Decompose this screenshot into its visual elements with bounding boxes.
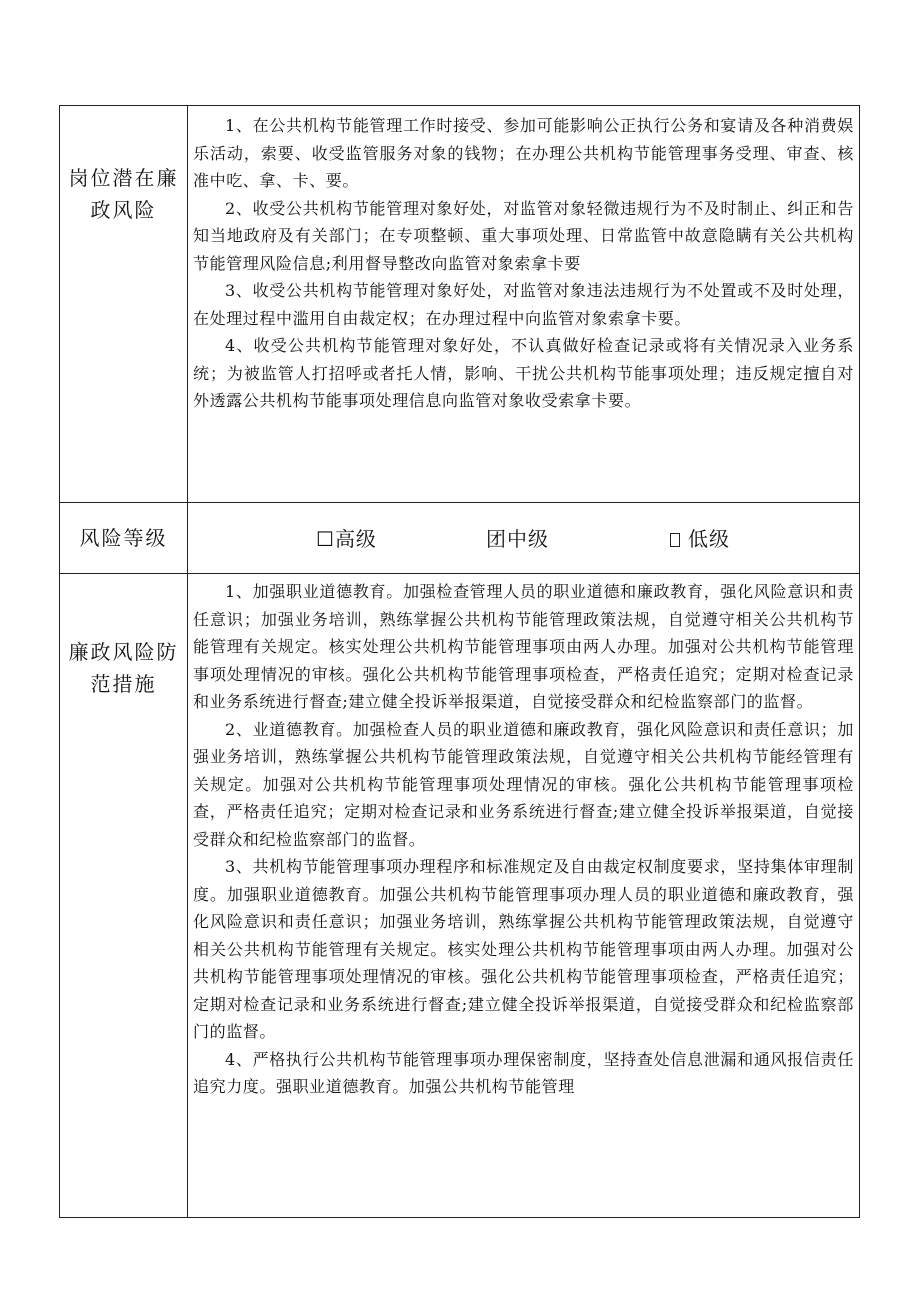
risk-paragraph-2: 2、收受公共机构节能管理对象好处，对监管对象轻微违规行为不及时制止、纠正和告知当地政府及有关部门；在专项整顿、重大事项处理、日常监管中故意隐瞒有关公共机构节能管理风险信息;利用督导整改向监管对象索拿卡要 — [193, 198, 854, 273]
risk-label-line1: 岗位潜在廉 — [68, 166, 179, 190]
prevention-content-cell — [188, 574, 860, 1218]
level-low-text: 低级 — [688, 527, 730, 551]
level-option-mid[interactable] — [486, 523, 549, 552]
risk-content-cell — [188, 106, 860, 503]
risk-label-line2: 政风险 — [90, 198, 157, 222]
prevention-paragraph-4: 4、严格执行公共机构节能管理事项办理保密制度，坚持查处信息泄漏和通风报信责任追究力度。强职业道德教育。加强公共机构节能管理 — [193, 1049, 854, 1096]
risk-paragraph-4: 4、收受公共机构节能管理对象好处，不认真做好检查记录或将有关情况录入业务系统；为被监管人打招呼或者托人情，影响、干扰公共机构节能事项处理；违反规定擅自对外透露公共机构节能事项处理信息向监管对象收受索拿卡要。 — [193, 336, 854, 410]
risk-row — [60, 106, 860, 503]
prevention-paragraph-1: 1、加强职业道德教育。加强检查管理人员的职业道德和廉政教育，强化风险意识和责任意识；加强业务培训，熟练掌握公共机构节能管理政策法规，自觉遵守相关公共机构节能管理有关规定。核实处理公共机构节能管理事项由两人办理。加强对公共机构节能管理事项处理情况的审核。强化公共机构节能管理事项检查，严格责任追究；定期对检查记录和业务系统进行督查;建立健全投诉举报渠道，自觉接受群众和纪检监察部门的监督。 — [193, 582, 854, 711]
risk-paragraph-1: 1、在公共机构节能管理工作时接受、参加可能影响公正执行公务和宴请及各种消费娱乐活动，索要、收受监管服务对象的钱物；在办理公共机构节能管理事务受理、审查、核准中吃、拿、卡、要。 — [193, 116, 854, 190]
level-content-cell — [188, 503, 860, 574]
prevention-paragraph-3: 3、共机构节能管理事项办理程序和标准规定及自由裁定权制度要求，坚持集体审理制度。加强职业道德教育。加强公共机构节能管理事项办理人员的职业道德和廉政教育，强化风险意识和责任意识；加强业务培训，熟练掌握公共机构节能管理政策法规，自觉遵守相关公共机构节能管理有关规定。核实处理公共机构节能管理事项由两人办理。加强对公共机构节能管理事项处理情况的审核。强化公共机构节能管理事项检查，严格责任追究；定期对检查记录和业务系统进行督查;建立健全投诉举报渠道，自觉接受群众和纪检监察部门的监督。 — [193, 857, 854, 1041]
risk-paragraph-3: 3、收受公共机构节能管理对象好处，对监管对象违法违规行为不处置或不及时处理，在处理过程中滥用自由裁定权；在办理过程中向监管对象索拿卡要。 — [193, 281, 854, 328]
prevention-paragraph-2: 2、业道德教育。加强检查人员的职业道德和廉政教育，强化风险意识和责任意识；加强业务培训，熟练掌握公共机构节能管理政策法规，自觉遵守相关公共机构节能经管理有关规定。加强对公共机构节能管理事项处理情况的审核。强化公共机构节能管理事项检查，严格责任追究；定期对检查记录和业务系统进行督查;建立健全投诉举报渠道，自觉接受群众和纪检监察部门的监督。 — [193, 719, 854, 849]
prevention-label-line2: 范措施 — [90, 672, 157, 696]
level-mid-mark: 团 — [486, 527, 507, 551]
level-label-cell — [60, 503, 188, 574]
checkbox-empty-icon — [670, 533, 680, 547]
prevention-label-cell — [60, 574, 188, 1218]
level-high-mark: ☐ — [316, 527, 335, 551]
prevention-row — [60, 574, 860, 1218]
risk-label-cell — [60, 106, 188, 503]
prevention-label-line1: 廉政风险防 — [68, 640, 179, 664]
risk-table — [59, 105, 860, 1218]
level-label: 风险等级 — [79, 526, 168, 550]
level-option-low[interactable] — [670, 523, 730, 552]
level-options — [188, 523, 859, 553]
level-high-text: 高级 — [334, 527, 377, 551]
level-row — [60, 503, 860, 574]
level-mid-text: 中级 — [507, 527, 549, 551]
level-option-high[interactable] — [316, 523, 377, 552]
